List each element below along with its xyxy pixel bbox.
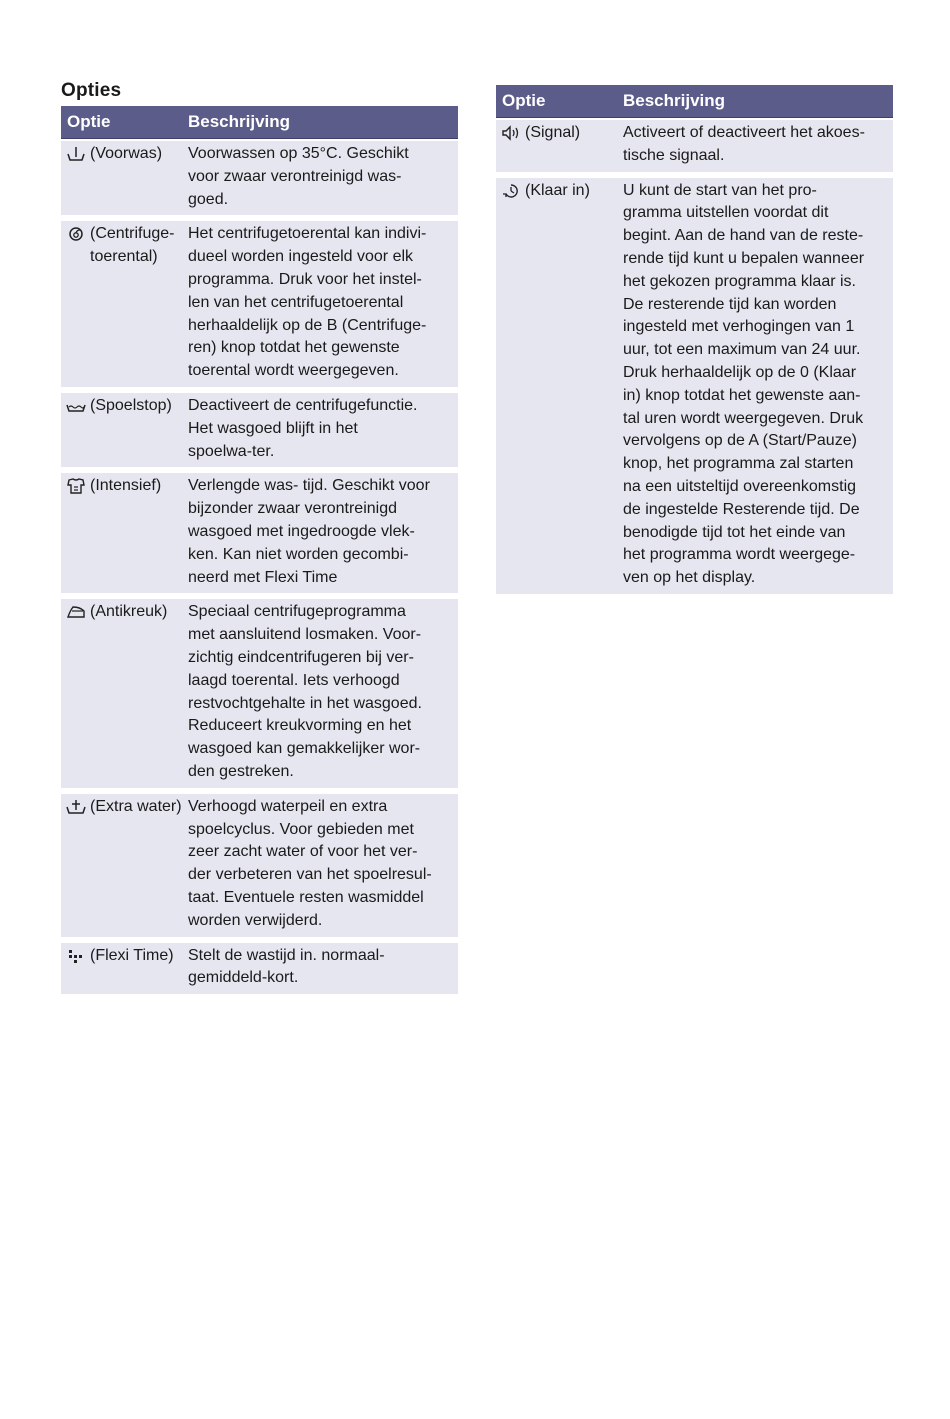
table-row: [61, 599, 458, 787]
description-cell: [182, 599, 458, 787]
description-cell: [182, 221, 458, 387]
header-option: Optie: [502, 91, 546, 110]
description-line: vervolgens op de A (Start/Pauze): [623, 432, 857, 450]
spin-speed-icon: [65, 223, 87, 245]
description-line: Verlengde was- tijd. Geschikt voor: [188, 477, 430, 495]
table-row: [61, 221, 458, 387]
table-header: [61, 106, 458, 139]
flexi-time-icon: [65, 945, 87, 967]
extra-water-icon: [65, 796, 87, 818]
option-cell: [61, 473, 182, 593]
option-label: (Intensief): [90, 477, 162, 495]
description-line: begint. Aan de hand van de reste-: [623, 227, 864, 245]
description-line: Deactiveert de centrifugefunctie.: [188, 396, 418, 414]
description-line: bijzonder zwaar verontreinigd: [188, 500, 397, 518]
description-line: Activeert of deactiveert het akoes-: [623, 124, 865, 141]
description-line: de ingestelde Resterende tijd. De: [623, 500, 860, 518]
description-line: worden verwijderd.: [188, 911, 323, 929]
option-cell: [61, 943, 182, 995]
description-line: Voorwassen op 35°C. Geschikt: [188, 145, 409, 162]
description-cell: [182, 141, 458, 215]
description-line: dueel worden ingesteld voor elk: [188, 248, 414, 266]
description-line: in) knop totdat het gewenste aan-: [623, 386, 861, 404]
option-label: (Flexi Time): [90, 946, 174, 964]
description-line: ven op het display.: [623, 569, 756, 587]
section-title: Opties: [61, 80, 122, 101]
description-line: zeer zacht water of voor het ver-: [188, 843, 418, 861]
description-line: ren) knop totdat het gewenste: [188, 339, 400, 357]
description-line: zichtig eindcentrifugeren bij ver-: [188, 648, 414, 666]
description-line: wasgoed kan gemakkelijker wor-: [188, 740, 421, 758]
table-row: [61, 141, 458, 215]
description-line: den gestreken.: [188, 762, 294, 780]
prewash-icon: [65, 143, 87, 165]
rinse-hold-icon: [65, 395, 87, 417]
description-line: Speciaal centrifugeprogramma: [188, 603, 406, 621]
description-line: Stelt de wastijd in. normaal-: [188, 946, 385, 964]
description-line: De resterende tijd kan worden: [623, 295, 837, 313]
description-line: Het wasgoed blijft in het: [188, 419, 358, 437]
option-cell: [61, 599, 182, 787]
description-cell: [617, 120, 893, 172]
description-line: spoelwa-ter.: [188, 442, 275, 460]
description-line: met aansluitend losmaken. Voor-: [188, 626, 422, 644]
option-cell: [496, 120, 617, 172]
description-line: Het centrifugetoerental kan indivi-: [188, 225, 427, 243]
table-row: [61, 943, 458, 995]
description-line: voor zwaar verontreinigd was-: [188, 167, 402, 185]
description-line: het gekozen programma klaar is.: [623, 272, 856, 290]
description-line: neerd met Flexi Time: [188, 568, 338, 586]
description-line: Druk herhaaldelijk op de 0 (Klaar: [623, 363, 857, 381]
description-line: ingesteld met verhogingen van 1: [623, 318, 855, 336]
description-cell: [182, 943, 458, 995]
description-line: ken. Kan niet worden gecombi-: [188, 545, 409, 563]
option-cell: [496, 178, 617, 594]
option-label: (Centrifuge- toerental): [90, 225, 175, 266]
description-line: toerental wordt weergegeven.: [188, 362, 399, 380]
description-line: restvochtgehalte in het wasgoed.: [188, 694, 422, 712]
description-line: goed.: [188, 190, 229, 208]
table-row: [61, 393, 458, 467]
table-row: [61, 794, 458, 937]
intensive-icon: [65, 475, 87, 497]
description-line: U kunt de start van het pro-: [623, 181, 817, 199]
description-line: uur, tot een maximum van 24 uur.: [623, 341, 861, 359]
description-line: spoelcyclus. Voor gebieden met: [188, 820, 414, 838]
table-row: [496, 178, 893, 594]
description-line: Verhoogd waterpeil en extra: [188, 797, 388, 815]
option-cell: [61, 393, 182, 467]
table-row: [61, 473, 458, 593]
description-line: der verbeteren van het spoelresul-: [188, 866, 432, 884]
description-cell: [617, 178, 893, 594]
description-line: len van het centrifugetoerental: [188, 293, 404, 311]
description-line: benodigde tijd tot het einde van: [623, 523, 846, 541]
description-line: laagd toerental. Iets verhoogd: [188, 671, 400, 689]
header-description: Beschrijving: [623, 91, 726, 110]
description-line: wasgoed met ingedroogde vlek-: [188, 522, 415, 540]
options-table-left: [61, 106, 458, 994]
signal-icon: [500, 122, 522, 144]
description-line: gramma uitstellen voordat dit: [623, 204, 829, 222]
table-row: [496, 120, 893, 172]
anti-crease-icon: [65, 601, 87, 623]
description-line: tische signaal.: [623, 146, 725, 164]
delay-end-icon: [500, 180, 522, 202]
option-label: (Spoelstop): [90, 396, 172, 414]
description-line: tal uren wordt weergegeven. Druk: [623, 409, 864, 427]
option-label: (Klaar in): [525, 181, 590, 199]
option-cell: [61, 141, 182, 215]
table-header: [496, 85, 893, 118]
option-label: (Antikreuk): [90, 603, 168, 621]
description-line: na een uitsteltijd overeenkomstig: [623, 477, 857, 495]
description-line: herhaaldelijk op de B (Centrifuge-: [188, 316, 427, 334]
options-table-right: [496, 85, 893, 594]
description-line: Reduceert kreukvorming en het: [188, 717, 412, 735]
option-cell: [61, 794, 182, 937]
option-label: (Signal): [525, 124, 581, 141]
option-label: (Voorwas): [90, 145, 163, 162]
description-line: rende tijd kunt u bepalen wanneer: [623, 249, 865, 267]
option-cell: [61, 221, 182, 387]
description-cell: [182, 794, 458, 937]
description-line: het programma wordt weergege-: [623, 546, 856, 564]
header-description: Beschrijving: [188, 112, 291, 131]
description-line: knop, het programma zal starten: [623, 455, 854, 473]
option-label: (Extra water): [90, 797, 182, 815]
description-line: programma. Druk voor het instel-: [188, 270, 422, 288]
header-option: Optie: [67, 112, 111, 131]
description-cell: [182, 473, 458, 593]
description-line: gemiddeld-kort.: [188, 969, 299, 987]
description-line: taat. Eventuele resten wasmiddel: [188, 888, 424, 906]
description-cell: [182, 393, 458, 467]
